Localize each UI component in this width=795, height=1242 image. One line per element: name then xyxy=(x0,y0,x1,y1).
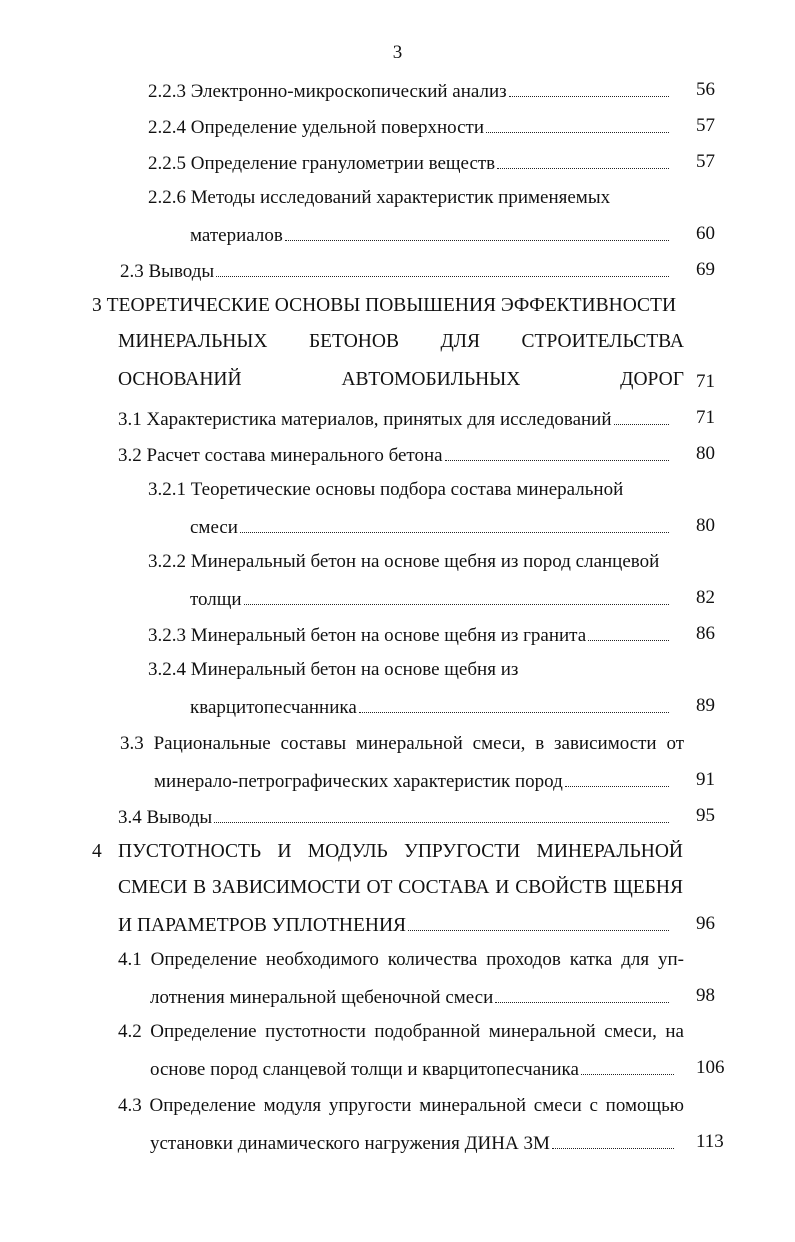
toc-page-number: 86 xyxy=(696,623,715,644)
toc-entry-title: кварцитопесчанника xyxy=(190,697,357,718)
page-number: 3 xyxy=(392,42,403,63)
toc-page-number: 80 xyxy=(696,515,715,536)
toc-page-number: 113 xyxy=(696,1131,724,1152)
dot-leader xyxy=(495,982,669,1003)
dot-leader xyxy=(509,76,669,97)
toc-page-number: 95 xyxy=(696,805,715,826)
toc-entry-title: лотнения минеральной щебеночной смеси xyxy=(150,987,494,1008)
dot-leader xyxy=(216,256,669,277)
toc-entry-4-3-line1[interactable]: 4.3 Определение модуля упругости минеральной смеси с помощью xyxy=(118,1095,684,1116)
toc-chapter-3-line2[interactable] xyxy=(118,328,684,356)
toc-word: СТРОИТЕЛЬСТВА xyxy=(521,331,684,352)
toc-entry-title: 3.2 Расчет состава минерального бетона xyxy=(118,445,443,466)
toc-entry-3-2-1-line2[interactable] xyxy=(190,512,675,540)
dot-leader xyxy=(565,766,669,787)
toc-entry-3-2[interactable] xyxy=(118,440,675,468)
toc-page-number: 57 xyxy=(696,115,715,136)
toc-entry-title: толщи xyxy=(190,589,242,610)
toc-entry-3-4[interactable] xyxy=(118,802,675,830)
toc-entry-2-2-6-line2[interactable] xyxy=(190,220,675,248)
toc-chapter-3-line1[interactable]: 3 ТЕОРЕТИЧЕСКИЕ ОСНОВЫ ПОВЫШЕНИЯ ЭФФЕКТИВНОСТИ xyxy=(92,295,677,316)
toc-word: ДЛЯ xyxy=(440,331,481,352)
toc-entry-title: 3.1 Характеристика материалов, принятых для исследований xyxy=(118,409,612,430)
dot-leader xyxy=(445,440,669,461)
toc-entry-title: 2.2.5 Определение гранулометрии веществ xyxy=(148,153,496,174)
toc-chapter-4-line1[interactable]: 4 ПУСТОТНОСТЬ И МОДУЛЬ УПРУГОСТИ МИНЕРАЛЬНОЙ xyxy=(92,841,683,862)
toc-entry-3-3-line2[interactable] xyxy=(154,766,675,794)
toc-entry-3-2-4-line2[interactable] xyxy=(190,692,675,720)
toc-word: МИНЕРАЛЬНЫХ xyxy=(118,331,268,352)
toc-page-number: 80 xyxy=(696,443,715,464)
toc-entry-4-2-line2[interactable] xyxy=(150,1054,680,1082)
toc-word: ДОРОГ xyxy=(620,369,684,390)
toc-page-number: 57 xyxy=(696,151,715,172)
toc-entry-3-2-2-line2[interactable] xyxy=(190,584,675,612)
toc-entry-title: установки динамического нагружения ДИНА 3М xyxy=(150,1133,550,1154)
dot-leader xyxy=(581,1054,674,1075)
toc-entry-title: 2.2.4 Определение удельной поверхности xyxy=(148,117,484,138)
dot-leader xyxy=(214,802,669,823)
toc-page-number: 60 xyxy=(696,223,715,244)
toc-entry-2-2-5[interactable] xyxy=(148,148,675,176)
toc-entry-title: 2.2.3 Электронно-микроскопический анализ xyxy=(148,81,507,102)
toc-entry-title: И ПАРАМЕТРОВ УПЛОТНЕНИЯ xyxy=(118,915,407,936)
toc-entry-title: 3.4 Выводы xyxy=(118,807,213,828)
dot-leader xyxy=(359,692,669,713)
toc-entry-2-2-3[interactable] xyxy=(148,76,675,104)
dot-leader xyxy=(552,1128,674,1149)
dot-leader xyxy=(408,910,669,931)
dot-leader xyxy=(588,620,669,641)
toc-chapter-4-line2[interactable]: СМЕСИ В ЗАВИСИМОСТИ ОТ СОСТАВА И СВОЙСТВ ЩЕБНЯ xyxy=(118,877,683,898)
toc-chapter-3-line3[interactable] xyxy=(118,366,684,394)
toc-page-number: 71 xyxy=(696,407,715,428)
toc-entry-3-1[interactable] xyxy=(118,404,675,432)
toc-entry-4-1-line1[interactable]: 4.1 Определение необходимого количества проходов катка для уп- xyxy=(118,949,684,970)
toc-entry-title: основе пород сланцевой толщи и кварцитопесчаника xyxy=(150,1059,579,1080)
toc-entry-title: 2.3 Выводы xyxy=(120,261,215,282)
toc-entry-4-3-line2[interactable] xyxy=(150,1128,680,1156)
toc-page-number: 98 xyxy=(696,985,715,1006)
toc-entry-3-3-line1[interactable]: 3.3 Рациональные составы минеральной смеси, в зависимости от xyxy=(120,733,684,754)
dot-leader xyxy=(244,584,669,605)
toc-entry-2-2-4[interactable] xyxy=(148,112,675,140)
toc-entry-4-1-line2[interactable] xyxy=(150,982,675,1010)
toc-entry-3-2-4-line1[interactable]: 3.2.4 Минеральный бетон на основе щебня из xyxy=(148,659,519,680)
dot-leader xyxy=(614,404,669,425)
toc-page-number: 56 xyxy=(696,79,715,100)
toc-entry-title: смеси xyxy=(190,517,238,538)
toc-entry-2-3[interactable] xyxy=(120,256,675,284)
toc-page-number: 89 xyxy=(696,695,715,716)
toc-page-number: 91 xyxy=(696,769,715,790)
toc-page-number: 82 xyxy=(696,587,715,608)
toc-entry-2-2-6-line1[interactable]: 2.2.6 Методы исследований характеристик применяемых xyxy=(148,187,611,208)
toc-chapter-4-line3[interactable] xyxy=(118,910,675,938)
toc-word: ОСНОВАНИЙ xyxy=(118,369,242,390)
toc-entry-4-2-line1[interactable]: 4.2 Определение пустотности подобранной минеральной смеси, на xyxy=(118,1021,684,1042)
toc-word: БЕТОНОВ xyxy=(308,331,399,352)
toc-page-number: 71 xyxy=(696,371,715,392)
toc-page-number: 106 xyxy=(696,1057,725,1078)
toc-entry-3-2-1-line1[interactable]: 3.2.1 Теоретические основы подбора состава минеральной xyxy=(148,479,624,500)
dot-leader xyxy=(486,112,669,133)
toc-word: АВТОМОБИЛЬНЫХ xyxy=(341,369,521,390)
dot-leader xyxy=(240,512,669,533)
dot-leader xyxy=(497,148,669,169)
toc-page-number: 69 xyxy=(696,259,715,280)
toc-entry-title: минерало-петрографических характеристик пород xyxy=(154,771,563,792)
toc-entry-3-2-3[interactable] xyxy=(148,620,675,648)
dot-leader xyxy=(285,220,669,241)
toc-entry-title: 3.2.3 Минеральный бетон на основе щебня из гранита xyxy=(148,625,587,646)
toc-page-number: 96 xyxy=(696,913,715,934)
toc-entry-3-2-2-line1[interactable]: 3.2.2 Минеральный бетон на основе щебня из пород сланцевой xyxy=(148,551,660,572)
toc-entry-title: материалов xyxy=(190,225,283,246)
